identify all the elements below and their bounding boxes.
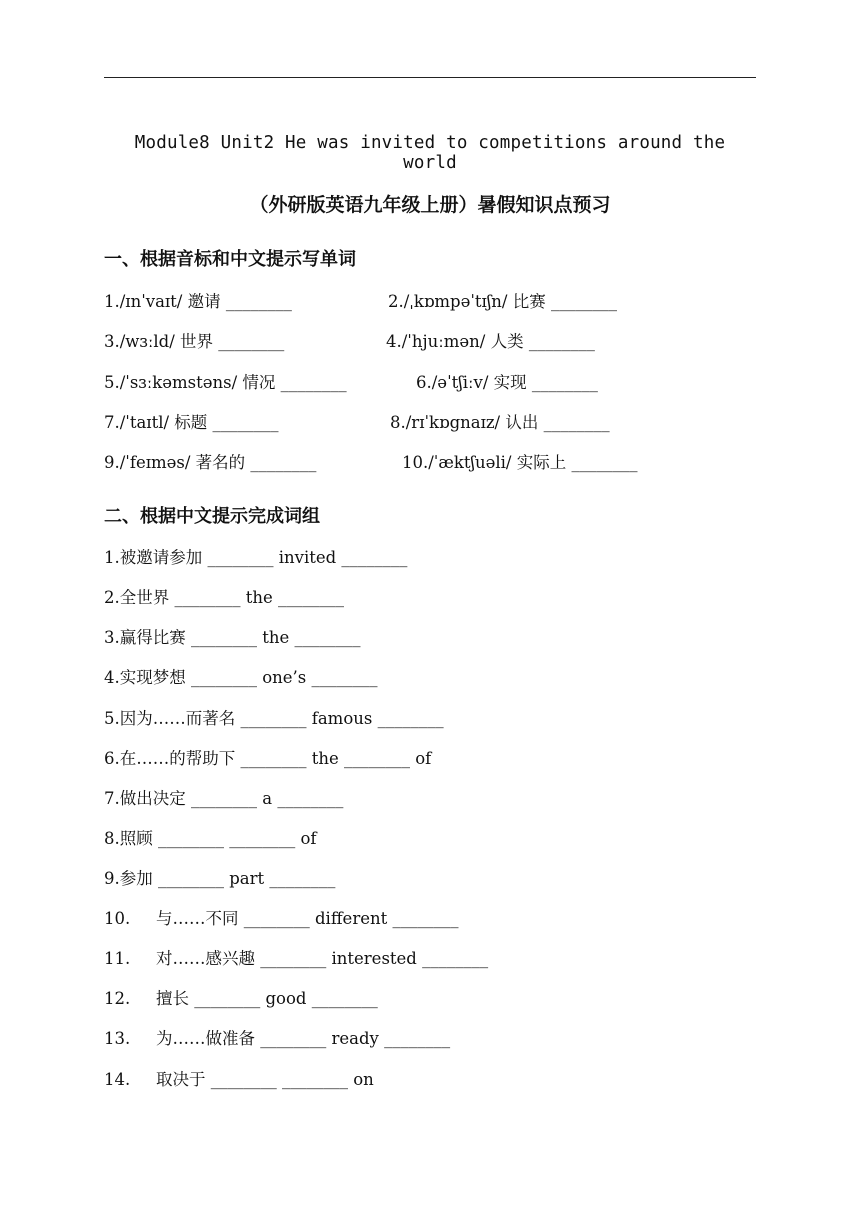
phrase-item-14	[104, 1066, 374, 1090]
document-subtitle: （外研版英语九年级上册）暑假知识点预习	[249, 194, 611, 216]
word-item-3: 3./wɜːld/ 世界 ________	[104, 332, 285, 351]
phrase-item-2: 2.全世界 ________ the ________	[104, 588, 344, 607]
item-text: 为……做准备 ________ ready ________	[156, 1029, 451, 1048]
phrase-item-4: 4.实现梦想 ________ one’s ________	[104, 668, 378, 687]
item-number: 10.	[104, 909, 131, 928]
phrase-item-5: 5.因为……而著名 ________ famous ________	[104, 709, 444, 728]
word-item-4: 4./ˈhjuːmən/ 人类 ________	[386, 332, 595, 351]
phrase-item-6: 6.在……的帮助下 ________ the ________ of	[104, 749, 432, 768]
item-number: 13.	[104, 1029, 131, 1048]
phrase-item-10	[104, 905, 458, 929]
phrase-item-3: 3.赢得比赛 ________ the ________	[104, 628, 361, 647]
item-number: 12.	[104, 989, 131, 1008]
section-heading-words: 一、根据音标和中文提示写单词	[104, 249, 356, 270]
phrase-item-1: 1.被邀请参加 ________ invited ________	[104, 548, 408, 567]
word-item-6: 6./əˈtʃiːv/ 实现 ________	[416, 373, 598, 392]
document-title: Module8 Unit2 He was invited to competitions around the world	[134, 133, 726, 173]
section-heading-phrases: 二、根据中文提示完成词组	[104, 506, 320, 527]
word-item-9: 9./ˈfeɪməs/ 著名的 ________	[104, 453, 317, 472]
phrase-item-11	[104, 945, 488, 969]
phrase-item-7: 7.做出决定 ________ a ________	[104, 789, 344, 808]
item-text: 与……不同 ________ different ________	[156, 909, 459, 928]
phrase-item-13	[104, 1025, 450, 1049]
word-item-7: 7./ˈtaɪtl/ 标题 ________	[104, 413, 279, 432]
item-number: 11.	[104, 949, 131, 968]
item-number: 14.	[104, 1070, 131, 1089]
word-item-5: 5./ˈsɜːkəmstəns/ 情况 ________	[104, 373, 347, 392]
item-text: 取决于 ________ ________ on	[156, 1070, 374, 1089]
word-item-8: 8./rɪˈkɒgnaɪz/ 认出 ________	[390, 413, 610, 432]
word-item-2: 2./ˌkɒmpəˈtɪʃn/ 比赛 ________	[388, 292, 617, 311]
word-item-10: 10./ˈæktʃuəli/ 实际上 ________	[402, 453, 638, 472]
item-text: 对……感兴趣 ________ interested ________	[156, 949, 489, 968]
header-rule	[104, 77, 756, 78]
word-item-1: 1./ɪnˈvaɪt/ 邀请 ________	[104, 292, 292, 311]
item-text: 擅长 ________ good ________	[156, 989, 378, 1008]
phrase-item-9: 9.参加 ________ part ________	[104, 869, 336, 888]
phrase-item-8: 8.照顾 ________ ________ of	[104, 829, 317, 848]
phrase-item-12	[104, 985, 378, 1009]
